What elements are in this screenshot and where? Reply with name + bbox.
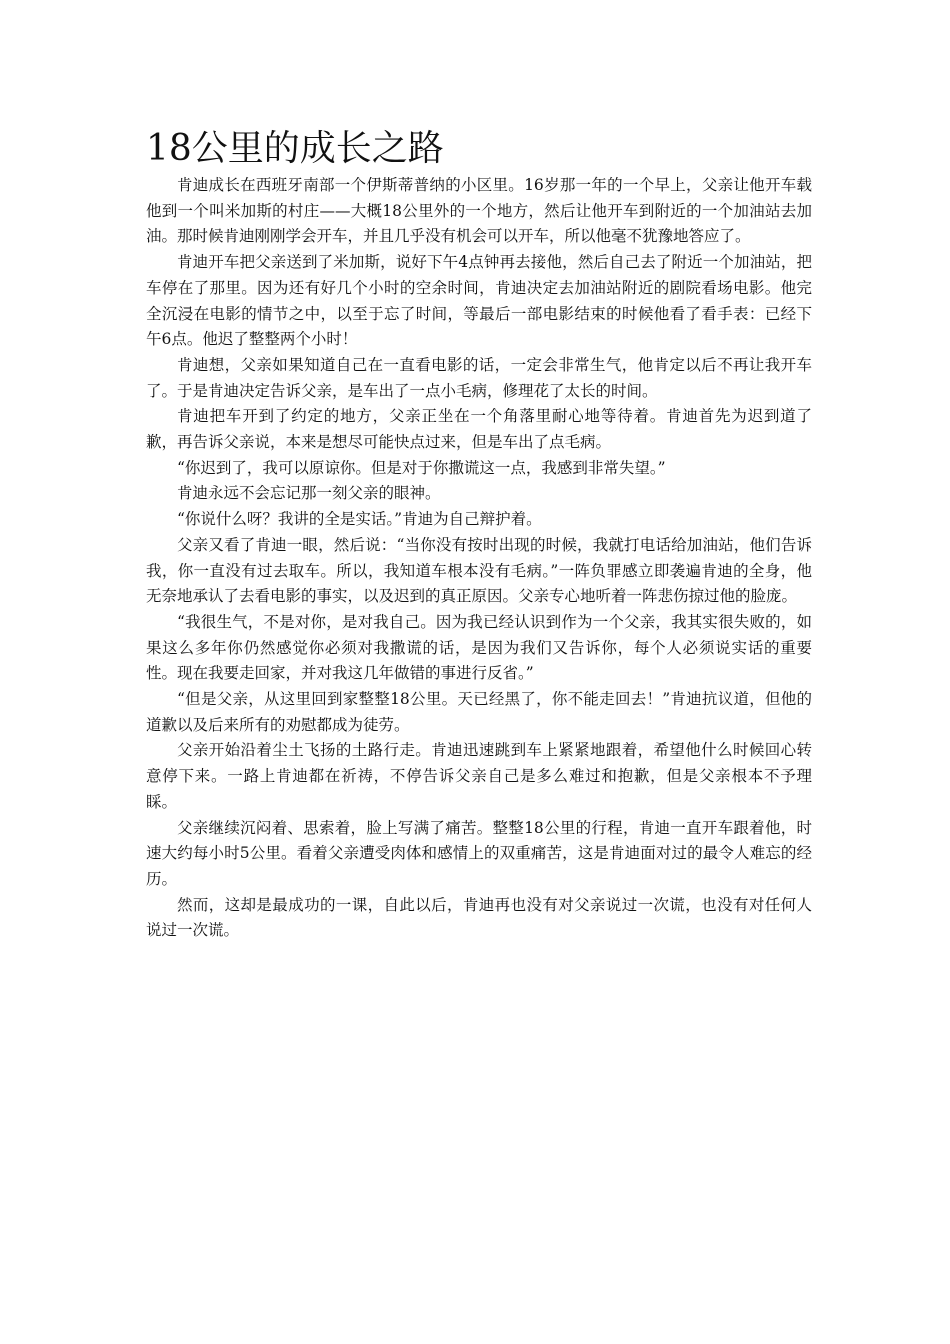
- paragraph: 肯迪成长在西班牙南部一个伊斯蒂普纳的小区里。16岁那一年的一个早上，父亲让他开车载他到一个叫米加斯的村庄——大概18公里外的一个地方，然后让他开车到附近的一个加油站去加油。那时候肯迪刚刚学会开车，并且几乎没有机会可以开车，所以他毫不犹豫地答应了。: [146, 176, 812, 246]
- paragraph: 然而，这却是最成功的一课，自此以后，肯迪再也没有对父亲说过一次谎，也没有对任何人说过一次谎。: [146, 895, 812, 940]
- paragraph: “我很生气，不是对你，是对我自己。因为我已经认识到作为一个父亲，我其实很失败的，如果这么多年你仍然感觉你必须对我撒谎的话，是因为我们又告诉你，每个人必须说实话的重要性。现在我要走回家，并对我这几年做错的事进行反省。”: [146, 612, 812, 683]
- paragraph: 父亲又看了肯迪一眼，然后说：“当你没有按时出现的时候，我就打电话给加油站，他们告诉我，你一直没有过去取车。所以，我知道车根本没有毛病。”一阵负罪感立即袭遍肯迪的全身，他无奈地承认了去看电影的事实，以及迟到的真正原因。父亲专心地听着一阵悲伤掠过他的脸庞。: [146, 535, 812, 606]
- paragraph: “但是父亲，从这里回到家整整18公里。天已经黑了，你不能走回去！”肯迪抗议道，但他的道歉以及后来所有的劝慰都成为徒劳。: [146, 690, 812, 734]
- document-title: 18公里的成长之路: [146, 128, 444, 169]
- document-page: [146, 125, 812, 944]
- paragraph: 肯迪想，父亲如果知道自己在一直看电影的话，一定会非常生气，他肯定以后不再让我开车了。于是肯迪决定告诉父亲，是车出了一点小毛病，修理花了太长的时间。: [146, 355, 812, 400]
- paragraph: 父亲开始沿着尘土飞扬的土路行走。肯迪迅速跳到车上紧紧地跟着，希望他什么时候回心转意停下来。一路上肯迪都在祈祷，不停告诉父亲自己是多么难过和抱歉，但是父亲根本不予理睬。: [146, 741, 812, 811]
- paragraph: 肯迪开车把父亲送到了米加斯，说好下午4点钟再去接他，然后自己去了附近一个加油站，把车停在了那里。因为还有好几个小时的空余时间，肯迪决定去加油站附近的剧院看场电影。他完全沉浸在电影的情节之中，以至于忘了时间，等最后一部电影结束的时候他看了看手表：已经下午6点。他迟了整整两个小时！: [146, 253, 812, 349]
- paragraph: “你迟到了，我可以原谅你。但是对于你撒谎这一点，我感到非常失望。”: [177, 458, 666, 477]
- paragraph: 父亲继续沉闷着、思索着，脸上写满了痛苦。整整18公里的行程，肯迪一直开车跟着他，时速大约每小时5公里。看着父亲遭受肉体和感情上的双重痛苦，这是肯迪面对过的最令人难忘的经历。: [146, 818, 812, 888]
- paragraph: 肯迪把车开到了约定的地方，父亲正坐在一个角落里耐心地等待着。肯迪首先为迟到道了歉，再告诉父亲说，本来是想尽可能快点过来，但是车出了点毛病。: [146, 407, 812, 452]
- paragraph: “你说什么呀？我讲的全是实话。”肯迪为自己辩护着。: [177, 510, 542, 529]
- paragraph: 肯迪永远不会忘记那一刻父亲的眼神。: [177, 484, 441, 503]
